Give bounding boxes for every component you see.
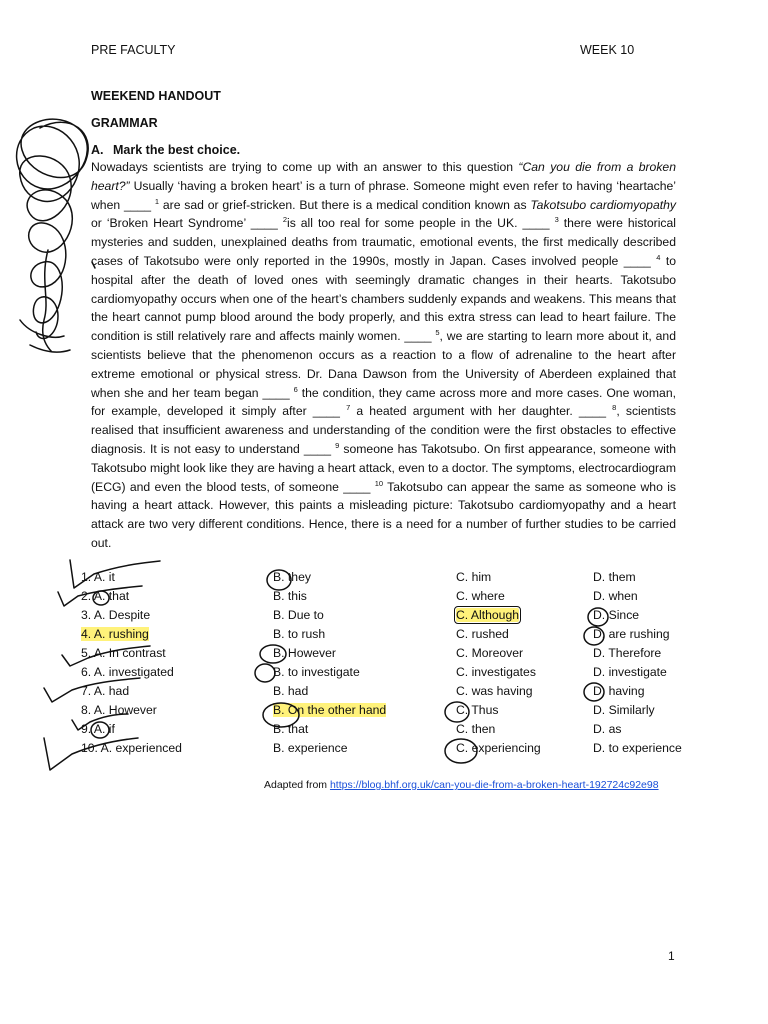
option-row-6: [81, 665, 701, 684]
header-course: PRE FACULTY: [91, 43, 176, 57]
option-2b[interactable]: B. this: [273, 589, 307, 603]
option-2a[interactable]: 2. A. that: [81, 589, 130, 603]
option-9b[interactable]: B. that: [273, 722, 309, 736]
gap-number: 1: [154, 196, 160, 206]
source-credit: [264, 779, 659, 791]
option-7b[interactable]: B. had: [273, 684, 309, 698]
source-prefix: Adapted from: [264, 779, 330, 791]
gap-number: 7: [346, 403, 351, 413]
option-7d[interactable]: D. having: [593, 684, 645, 698]
option-6d[interactable]: D. investigate: [593, 665, 667, 679]
option-row-1: [81, 570, 701, 589]
instruction-label: A.: [91, 143, 104, 157]
option-8c[interactable]: C. Thus: [456, 703, 499, 717]
option-5d[interactable]: D. Therefore: [593, 646, 662, 660]
option-10c[interactable]: C. experiencing: [456, 741, 541, 755]
answer-options: [81, 570, 701, 760]
gap-number: 6: [293, 384, 298, 394]
option-6b[interactable]: B. to investigate: [273, 665, 360, 679]
source-link[interactable]: https://blog.bhf.org.uk/can-you-die-from-a-broken-heart-192724c92e98: [329, 779, 659, 791]
option-1c[interactable]: C. him: [456, 570, 492, 584]
option-6a[interactable]: 6. A. investigated: [81, 665, 174, 679]
margin-scribble: [17, 119, 89, 352]
option-10d[interactable]: D. to experience: [593, 741, 682, 755]
option-8a[interactable]: 8. A. However: [81, 703, 157, 717]
option-row-5: [81, 646, 701, 665]
option-4d[interactable]: D. are rushing: [593, 627, 670, 641]
option-3c-highlighted[interactable]: C. Although: [456, 608, 520, 622]
option-row-10: [81, 741, 701, 760]
option-row-8: [81, 703, 701, 722]
option-7c[interactable]: C. was having: [456, 684, 533, 698]
gap-number: 3: [554, 215, 559, 225]
option-10b[interactable]: B. experience: [273, 741, 348, 755]
option-3a[interactable]: 3. A. Despite: [81, 608, 151, 622]
handout-title: WEEKEND HANDOUT: [91, 89, 221, 103]
option-1a[interactable]: 1. A. it: [81, 570, 115, 584]
option-4b[interactable]: B. to rush: [273, 627, 326, 641]
option-row-4: [81, 627, 701, 646]
gap-number: 5: [435, 328, 440, 338]
gap-number: 2: [282, 215, 287, 225]
option-7a[interactable]: 7. A. had: [81, 684, 130, 698]
gap-number: 4: [656, 252, 661, 262]
option-9d[interactable]: D. as: [593, 722, 622, 736]
option-9c[interactable]: C. then: [456, 722, 496, 736]
option-1d[interactable]: D. them: [593, 570, 636, 584]
option-row-9: [81, 722, 701, 741]
option-5c[interactable]: C. Moreover: [456, 646, 524, 660]
gap-number: 9: [335, 440, 340, 450]
option-row-2: [81, 589, 701, 608]
option-8b-highlighted[interactable]: B. On the other hand: [273, 703, 387, 717]
option-5b[interactable]: B. However: [273, 646, 336, 660]
option-10a[interactable]: 10. A. experienced: [81, 741, 182, 755]
page-number: 1: [668, 949, 675, 963]
option-8d[interactable]: D. Similarly: [593, 703, 655, 717]
option-1b[interactable]: B. they: [273, 570, 311, 584]
gap-number: 8: [612, 403, 617, 413]
option-3d[interactable]: D. Since: [593, 608, 640, 622]
header-week: WEEK 10: [580, 43, 635, 57]
option-3b[interactable]: B. Due to: [273, 608, 324, 622]
option-2c[interactable]: C. where: [456, 589, 505, 603]
instruction-text: Mark the best choice.: [113, 143, 241, 157]
option-row-3: [81, 608, 701, 627]
option-row-7: [81, 684, 701, 703]
section-title: GRAMMAR: [91, 116, 158, 130]
option-9a[interactable]: 9. A. if: [81, 722, 115, 736]
instruction: [91, 143, 240, 157]
option-2d[interactable]: D. when: [593, 589, 638, 603]
gap-number: 10: [374, 478, 384, 488]
option-5a[interactable]: 5. A. In contrast: [81, 646, 166, 660]
option-4a-highlighted[interactable]: 4. A. rushing: [81, 627, 149, 641]
option-4c[interactable]: C. rushed: [456, 627, 509, 641]
option-6c[interactable]: C. investigates: [456, 665, 536, 679]
reading-passage: Nowadays scientists are trying to come up with an answer to this question “Can you die from a broken heart?” Usually ‘having a broken heart’ is a turn of phrase. Someone might even refer to having ‘heartache’ when ____ $^1$ are sad or grief-stricken. But there is a medical condition known as Takotsubo cardiomyopathy or ‘Broken Heart Syndrome’ ____ $^2$is all too real for some people in the UK. ____ $^3$ there were historical mysteries and sudden, unexplained deaths from traumatic, emotional events, the first medically described cases of Takotsubo were only reported in the 1990s, mostly in Japan. Cases involved people ____ $^4$ to hospital after the death of loved ones with seemingly dramatic changes in their hearts. Takotsubo cardiomyopathy occurs when one of the heart’s chambers suddenly expands and weakens. This means that the heart cannot pump blood around the body properly, and this extra stress can lead to heart failure. The condition is still relatively rare and affects mainly women. ____ $^5$, we are starting to learn more about it, and scientists believe that the phenomenon occurs as a reaction to a flow of adrenaline to the heart after extreme emotional or physical stress. Dr. Dana Dawson from the University of Aberdeen explained that when she and her team began ____ $^6$ the condition, they came across more and more cases. One woman, for example, developed it simply after ____ $^7$ a heated argument with her daughter. ____ $^8$, scientists realised that insufficient awareness and understanding of the condition were the first obstacles to effective diagnosis. It is not easy to understand ____ $^9$ someone has Takotsubo. On first appearance, someone with Takotsubo might look like they are having a heart attack, even to a doctor. The symptoms, electrocardiogram (ECG) and even the blood tests, of someone ____ $^{10}$ Takotsubo can appear the same as someone who is having a heart attack. However, this paints a misleading picture: Takotsubo cardiomyopathy and a heart attack are two very different conditions. Hence, there is a need for a number of further studies to be carried out.: [91, 160, 676, 550]
